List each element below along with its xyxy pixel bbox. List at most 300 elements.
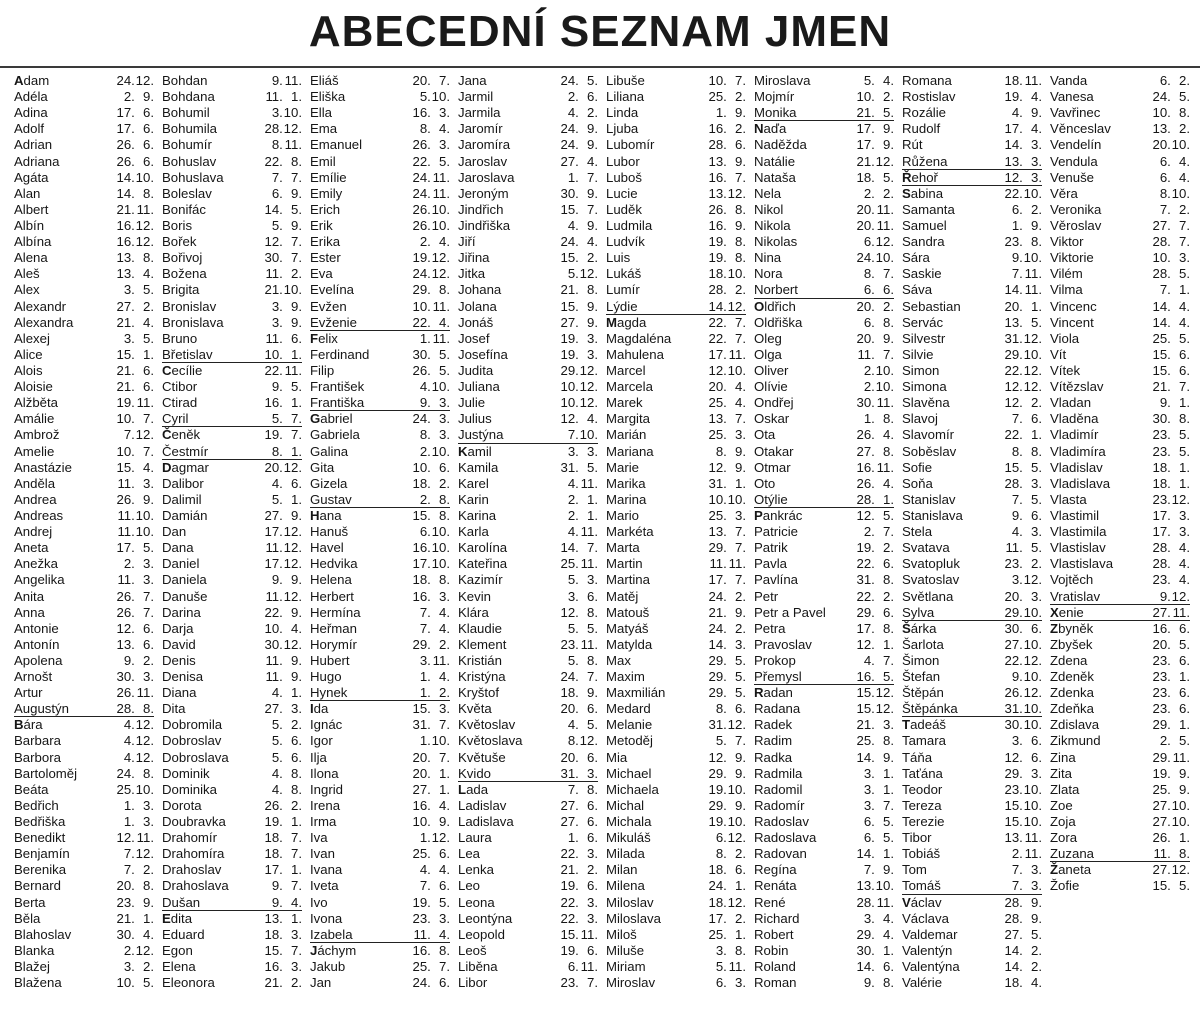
name-label: Danuše	[162, 588, 208, 604]
name-date: 24. 8.	[116, 765, 154, 781]
name-label: Aloisie	[14, 379, 53, 395]
name-row	[902, 701, 1042, 717]
name-date: 14. 5.	[264, 201, 302, 217]
name-label: Nataša	[754, 169, 796, 185]
name-label: Tamara	[902, 733, 946, 749]
name-label: Linda	[606, 105, 639, 121]
name-date: 5. 5.	[567, 620, 598, 636]
name-row	[606, 911, 746, 927]
name-label: Matěj	[606, 588, 639, 604]
name-row	[14, 508, 154, 524]
name-date: 19.10.	[708, 814, 746, 830]
name-row	[310, 621, 450, 637]
name-label: Vlastimil	[1050, 507, 1100, 523]
name-row	[458, 202, 598, 218]
name-row	[902, 492, 1042, 508]
name-date: 8. 8.	[1011, 443, 1042, 459]
name-label: Erik	[310, 217, 333, 233]
name-row	[14, 282, 154, 298]
name-date: 6.12.	[715, 830, 746, 846]
name-row	[1050, 862, 1190, 878]
name-date: 10. 7.	[116, 411, 154, 427]
name-row	[1050, 121, 1190, 137]
name-date: 1. 3.	[123, 814, 154, 830]
name-row	[310, 331, 450, 347]
name-label: Simona	[902, 379, 947, 395]
name-label: Markéta	[606, 524, 654, 540]
name-row	[310, 427, 450, 443]
name-date: 6. 11.	[567, 959, 598, 975]
name-date: 4. 7.	[863, 652, 894, 668]
name-label: Roland	[754, 959, 796, 975]
name-row	[606, 701, 746, 717]
name-row	[754, 299, 894, 315]
name-label: Iva	[310, 830, 328, 846]
name-date: 3. 1.	[863, 781, 894, 797]
name-date: 3. 2.	[123, 959, 154, 975]
name-date: 26. 11.	[116, 685, 154, 701]
name-label: Dominik	[162, 765, 210, 781]
name-date: 20. 6.	[560, 749, 598, 765]
name-date: 29. 7.	[708, 540, 746, 556]
name-label: Stanislav	[902, 491, 956, 507]
name-date: 21.10.	[264, 282, 302, 298]
name-row	[310, 798, 450, 814]
name-label: Gabriel	[310, 411, 353, 427]
name-label: Běla	[14, 910, 41, 926]
name-row	[162, 653, 302, 669]
name-label: Jarmil	[458, 89, 494, 105]
name-label: Maxmilián	[606, 685, 666, 701]
name-row	[754, 218, 894, 234]
name-label: Soběslav	[902, 443, 957, 459]
name-row	[458, 653, 598, 669]
name-label: Emílie	[310, 169, 347, 185]
name-label: Laura	[458, 830, 492, 846]
name-date: 1. 2.	[419, 685, 450, 701]
name-label: Čestmír	[162, 443, 209, 459]
name-row	[902, 315, 1042, 331]
name-date: 25. 6.	[412, 846, 450, 862]
name-row	[14, 137, 154, 153]
name-row	[162, 927, 302, 943]
name-row	[162, 589, 302, 605]
name-label: Bořivoj	[162, 250, 203, 266]
name-label: Oliver	[754, 362, 789, 378]
name-row	[14, 476, 154, 492]
name-label: Ignác	[310, 717, 343, 733]
name-label: Lenka	[458, 862, 494, 878]
name-date: 3. 6.	[1011, 733, 1042, 749]
name-date: 7. 4.	[419, 620, 450, 636]
name-row	[1050, 170, 1190, 186]
name-label: Františka	[310, 395, 365, 411]
name-date: 5.10.	[419, 89, 450, 105]
name-row	[14, 621, 154, 637]
name-label: Karina	[458, 507, 497, 523]
name-label: Zdena	[1050, 652, 1088, 668]
name-date: 12. 9.	[708, 749, 746, 765]
name-row	[606, 589, 746, 605]
name-label: Kamila	[458, 459, 499, 475]
name-date: 28. 11.	[856, 894, 894, 910]
name-date: 31.12.	[1004, 330, 1042, 346]
name-row	[162, 733, 302, 749]
name-date: 11. 3.	[117, 475, 154, 491]
name-label: Mariana	[606, 443, 654, 459]
name-date: 27. 7.	[1152, 217, 1190, 233]
name-row	[606, 186, 746, 202]
name-label: Evelína	[310, 282, 354, 298]
name-date: 5. 2.	[271, 717, 302, 733]
name-row	[754, 121, 894, 137]
name-label: Klára	[458, 604, 489, 620]
name-label: Daniela	[162, 572, 207, 588]
name-label: Marina	[606, 491, 647, 507]
name-row	[458, 830, 598, 846]
name-row	[606, 218, 746, 234]
name-date: 28. 8.	[116, 701, 154, 717]
name-row	[458, 411, 598, 427]
name-label: Benedikt	[14, 830, 66, 846]
name-date: 7. 11.	[1011, 266, 1042, 282]
name-row	[162, 621, 302, 637]
name-row	[902, 717, 1042, 733]
name-row	[606, 121, 746, 137]
name-row	[310, 830, 450, 846]
name-label: Pavla	[754, 556, 787, 572]
name-label: Bořek	[162, 234, 197, 250]
name-label: Lukáš	[606, 266, 642, 282]
name-date: 27. 9.	[264, 507, 302, 523]
name-row	[754, 154, 894, 170]
name-date: 16.10.	[412, 540, 450, 556]
name-label: Silvestr	[902, 330, 946, 346]
name-row	[902, 637, 1042, 653]
name-label: Ambrož	[14, 427, 60, 443]
name-date: 11. 7.	[857, 346, 894, 362]
name-row	[754, 621, 894, 637]
name-row	[310, 299, 450, 315]
name-date: 17. 11.	[708, 346, 746, 362]
name-date: 17.12.	[264, 556, 302, 572]
name-date: 15.12.	[856, 685, 894, 701]
name-row	[14, 878, 154, 894]
name-row	[14, 89, 154, 105]
name-label: Jonáš	[458, 314, 494, 330]
name-date: 3. 9.	[271, 314, 302, 330]
name-label: Oldřiška	[754, 314, 803, 330]
name-date: 21. 2.	[264, 975, 302, 991]
name-row	[754, 186, 894, 202]
name-label: Berenika	[14, 862, 67, 878]
name-label: Boris	[162, 217, 193, 233]
name-date: 20. 5.	[1152, 636, 1190, 652]
name-row	[310, 492, 450, 508]
name-date: 24. 5.	[1152, 89, 1190, 105]
name-row	[606, 637, 746, 653]
name-label: Rostislav	[902, 89, 956, 105]
name-label: Sára	[902, 250, 930, 266]
name-label: Leontýna	[458, 910, 513, 926]
name-date: 29. 9.	[708, 765, 746, 781]
name-date: 22. 2.	[856, 588, 894, 604]
name-row	[902, 911, 1042, 927]
name-row	[162, 105, 302, 121]
name-row	[14, 766, 154, 782]
name-row	[1050, 653, 1190, 669]
name-row	[902, 878, 1042, 894]
name-row	[14, 895, 154, 911]
name-label: Bohdana	[162, 89, 215, 105]
name-label: Květuše	[458, 749, 506, 765]
name-date: 22. 3.	[560, 846, 598, 862]
name-row	[902, 427, 1042, 443]
name-date: 8. 1.	[271, 443, 302, 459]
name-row	[310, 460, 450, 476]
name-date: 10.12.	[560, 379, 598, 395]
name-label: Adina	[14, 105, 48, 121]
name-row	[606, 379, 746, 395]
name-date: 27. 3.	[264, 701, 302, 717]
name-label: Boleslav	[162, 185, 212, 201]
name-date: 16. 5.	[856, 669, 894, 685]
name-label: Slavomír	[902, 427, 955, 443]
name-label: Radoslava	[754, 830, 817, 846]
name-date: 21. 9.	[708, 604, 746, 620]
name-label: Vítek	[1050, 362, 1081, 378]
name-date: 11. 3.	[117, 572, 154, 588]
name-row	[162, 556, 302, 572]
name-row	[606, 975, 746, 991]
name-date: 4.12.	[123, 749, 154, 765]
name-date: 18. 1.	[1152, 459, 1190, 475]
name-date: 8. 3.	[419, 427, 450, 443]
name-date: 9.10.	[1011, 669, 1042, 685]
name-date: 20. 11.	[856, 217, 894, 233]
name-label: Bohuslav	[162, 153, 217, 169]
name-label: Rút	[902, 137, 923, 153]
name-label: Kateřina	[458, 556, 508, 572]
name-date: 9. 7.	[271, 878, 302, 894]
name-date: 24. 3.	[412, 411, 450, 427]
name-date: 16. 8.	[412, 942, 450, 958]
name-label: František	[310, 379, 365, 395]
name-row	[162, 250, 302, 266]
name-date: 19. 2.	[856, 540, 894, 556]
name-row	[606, 621, 746, 637]
name-row	[14, 427, 154, 443]
name-date: 31. 3.	[560, 765, 598, 781]
name-date: 17. 3.	[1152, 524, 1190, 540]
name-label: Ivan	[310, 846, 335, 862]
name-row	[310, 73, 450, 89]
name-date: 11. 9.	[265, 669, 302, 685]
name-label: Marta	[606, 540, 640, 556]
name-row	[310, 637, 450, 653]
name-date: 19. 3.	[560, 330, 598, 346]
name-date: 6. 4.	[1159, 153, 1190, 169]
name-row	[606, 299, 746, 315]
name-label: Nikol	[754, 201, 784, 217]
name-label: Tomáš	[902, 878, 941, 894]
name-label: Denis	[162, 652, 196, 668]
name-row	[14, 73, 154, 89]
name-label: Edita	[162, 910, 193, 926]
name-label: Jeroným	[458, 185, 509, 201]
name-date: 26. 6.	[116, 137, 154, 153]
name-date: 3. 1.	[863, 765, 894, 781]
name-date: 2. 5.	[1159, 733, 1190, 749]
name-label: Metoděj	[606, 733, 653, 749]
name-row	[162, 701, 302, 717]
name-date: 17. 3.	[1152, 507, 1190, 523]
name-row	[1050, 524, 1190, 540]
name-row	[902, 975, 1042, 991]
name-date: 20. 1.	[1004, 298, 1042, 314]
name-date: 15. 2.	[560, 250, 598, 266]
name-row	[14, 862, 154, 878]
name-row	[310, 395, 450, 411]
name-label: Ljuba	[606, 121, 639, 137]
name-row	[902, 830, 1042, 846]
name-label: Ladislava	[458, 814, 514, 830]
name-date: 12. 8.	[560, 604, 598, 620]
name-date: 30. 8.	[1152, 411, 1190, 427]
name-row	[14, 170, 154, 186]
name-row	[458, 154, 598, 170]
name-row	[162, 492, 302, 508]
name-date: 27.12.	[1152, 862, 1190, 878]
name-row	[14, 492, 154, 508]
name-row	[14, 121, 154, 137]
name-label: Růžena	[902, 153, 948, 169]
name-label: Amelie	[14, 443, 55, 459]
name-date: 6. 6.	[863, 282, 894, 298]
name-date: 18.10.	[708, 266, 746, 282]
name-date: 23. 4.	[1152, 572, 1190, 588]
name-label: Marcela	[606, 379, 653, 395]
name-date: 20.12.	[264, 459, 302, 475]
name-row	[606, 234, 746, 250]
name-label: Marika	[606, 475, 646, 491]
name-label: Tibor	[902, 830, 932, 846]
name-date: 23.10.	[1004, 781, 1042, 797]
name-label: Eva	[310, 266, 333, 282]
name-date: 12.12.	[1004, 379, 1042, 395]
name-row	[1050, 814, 1190, 830]
name-date: 10. 5.	[116, 975, 154, 991]
name-label: Vendula	[1050, 153, 1098, 169]
name-date: 9. 8.	[863, 975, 894, 991]
name-label: Radim	[754, 733, 793, 749]
name-label: Venuše	[1050, 169, 1094, 185]
name-row	[458, 669, 598, 685]
name-date: 27. 5.	[1004, 926, 1042, 942]
name-date: 13. 2.	[1152, 121, 1190, 137]
name-row	[310, 154, 450, 170]
name-date: 24. 11.	[412, 185, 450, 201]
name-date: 2. 8.	[419, 491, 450, 507]
name-row	[754, 943, 894, 959]
name-label: Havel	[310, 540, 344, 556]
name-date: 8. 11.	[271, 137, 302, 153]
name-row	[902, 621, 1042, 637]
name-date: 31.10.	[1004, 701, 1042, 717]
name-date: 12. 7.	[264, 234, 302, 250]
name-row	[162, 476, 302, 492]
name-label: Heřman	[310, 620, 357, 636]
name-label: Aneta	[14, 540, 49, 556]
name-row	[458, 589, 598, 605]
name-label: Jaromír	[458, 121, 503, 137]
name-date: 2. 4.	[419, 234, 450, 250]
name-row	[458, 137, 598, 153]
name-row	[606, 766, 746, 782]
name-label: Barbara	[14, 733, 61, 749]
name-label: Sabina	[902, 185, 944, 201]
name-label: Dorota	[162, 797, 202, 813]
name-row	[14, 943, 154, 959]
name-row	[606, 137, 746, 153]
name-date: 12. 6.	[1004, 749, 1042, 765]
name-date: 18. 8.	[412, 572, 450, 588]
name-date: 22. 5.	[412, 153, 450, 169]
name-row	[310, 282, 450, 298]
name-row	[310, 170, 450, 186]
name-date: 21. 6.	[116, 362, 154, 378]
name-date: 25. 11.	[560, 556, 598, 572]
name-label: Michaela	[606, 781, 659, 797]
name-date: 14. 3.	[1004, 137, 1042, 153]
name-row	[14, 798, 154, 814]
name-row	[162, 862, 302, 878]
name-date: 11. 1.	[265, 89, 302, 105]
name-row	[1050, 89, 1190, 105]
name-label: Šimon	[902, 652, 940, 668]
name-row	[458, 895, 598, 911]
name-date: 24. 5.	[560, 73, 598, 88]
name-label: Svatava	[902, 540, 950, 556]
name-row	[1050, 266, 1190, 282]
name-date: 23. 11.	[560, 636, 598, 652]
name-date: 11. 6.	[265, 330, 302, 346]
name-label: Iveta	[310, 878, 339, 894]
name-label: Dobroslava	[162, 749, 229, 765]
name-label: Jakub	[310, 959, 346, 975]
name-date: 15. 9.	[560, 298, 598, 314]
name-row	[606, 653, 746, 669]
name-date: 14. 9.	[856, 749, 894, 765]
name-row	[162, 347, 302, 363]
name-date: 27. 6.	[560, 814, 598, 830]
name-row	[606, 73, 746, 89]
name-row	[458, 524, 598, 540]
name-label: Vilma	[1050, 282, 1083, 298]
name-row	[754, 363, 894, 379]
name-row	[902, 154, 1042, 170]
name-label: Antonín	[14, 636, 60, 652]
name-row	[606, 830, 746, 846]
name-row	[902, 299, 1042, 315]
name-label: Vladislava	[1050, 475, 1111, 491]
name-label: Dita	[162, 701, 186, 717]
name-row	[1050, 782, 1190, 798]
name-row	[162, 750, 302, 766]
name-date: 2. 1.	[567, 491, 598, 507]
name-row	[162, 814, 302, 830]
name-date: 9. 9.	[271, 572, 302, 588]
